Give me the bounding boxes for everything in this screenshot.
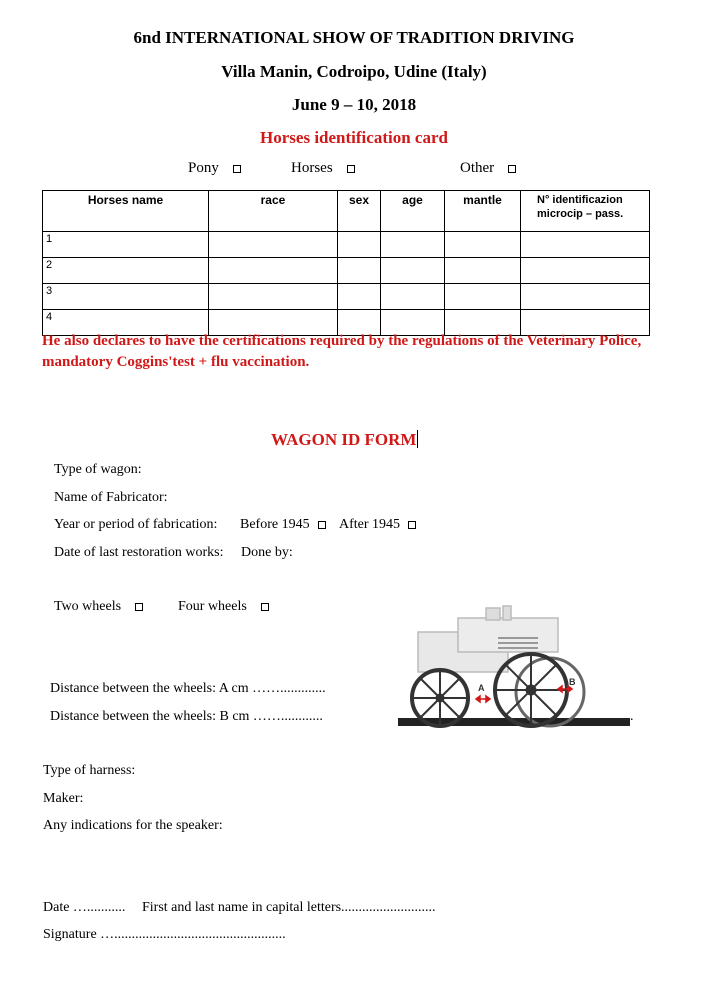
- option-pony-label: Pony: [188, 160, 219, 176]
- table-cell[interactable]: [381, 232, 445, 258]
- fabrication-year-label: Year or period of fabrication:: [54, 517, 218, 532]
- checkbox-icon[interactable]: [347, 165, 355, 173]
- table-row: [43, 284, 650, 310]
- fabricator-label: Name of Fabricator:: [54, 490, 168, 505]
- harness-maker-label: Maker:: [43, 791, 84, 806]
- rear-wheel: [495, 654, 567, 726]
- veterinary-declaration: He also declares to have the certifications required by the regulations of the Veterinary Police, mandatory Coggins'test + flu vaccination.: [42, 333, 642, 370]
- table-cell[interactable]: [445, 258, 521, 284]
- option-pony[interactable]: [188, 160, 241, 177]
- checkbox-icon[interactable]: [233, 165, 241, 173]
- row-number: 2: [43, 258, 209, 284]
- table-cell[interactable]: [338, 284, 381, 310]
- wagon-form-title: [271, 430, 418, 450]
- table-cell[interactable]: [209, 258, 338, 284]
- option-horses-label: Horses: [291, 160, 333, 176]
- wagon-diagram: [398, 602, 638, 732]
- table-cell[interactable]: [338, 258, 381, 284]
- diagram-label-b: B: [569, 677, 576, 687]
- full-name-label: First and last name in capital letters...........................: [142, 900, 436, 915]
- date-label: Date …...........: [43, 900, 126, 915]
- column-header-horses-name: Horses name: [43, 191, 209, 232]
- column-header-race: race: [209, 191, 338, 232]
- table-cell[interactable]: [338, 232, 381, 258]
- table-cell[interactable]: [381, 284, 445, 310]
- option-four-wheels[interactable]: [178, 599, 269, 615]
- table-cell[interactable]: [445, 284, 521, 310]
- diagram-label-a: A: [478, 683, 485, 693]
- option-horses[interactable]: [291, 160, 355, 177]
- table-header-row: [43, 191, 650, 232]
- option-after-1945-label: After 1945: [339, 517, 401, 532]
- column-header-id-line1: N° identificazion: [537, 194, 623, 206]
- row-number: 1: [43, 232, 209, 258]
- checkbox-icon[interactable]: [135, 603, 143, 611]
- diagram-dot: .: [630, 709, 634, 724]
- speaker-indications-label: Any indications for the speaker:: [43, 818, 223, 833]
- done-by-label: Done by:: [241, 545, 293, 560]
- horses-table: [42, 190, 650, 336]
- restoration-date-label: Date of last restoration works:: [54, 545, 224, 560]
- distance-a-label: Distance between the wheels: A cm …….............: [50, 681, 326, 696]
- distance-arrows: [476, 686, 572, 702]
- column-header-age: age: [381, 191, 445, 232]
- table-cell[interactable]: [209, 284, 338, 310]
- column-header-mantle: mantle: [445, 191, 521, 232]
- table-cell[interactable]: [381, 258, 445, 284]
- harness-type-label: Type of harness:: [43, 763, 136, 778]
- front-wheel: [412, 670, 468, 726]
- distance-b-label: Distance between the wheels: B cm ……............: [50, 709, 323, 724]
- column-header-id-line2: microcip – pass.: [537, 208, 624, 220]
- option-other-label: Other: [460, 160, 495, 176]
- checkbox-icon[interactable]: [318, 521, 326, 529]
- text-cursor: [417, 430, 418, 448]
- checkbox-icon[interactable]: [261, 603, 269, 611]
- option-other[interactable]: [460, 160, 516, 177]
- table-cell[interactable]: [521, 258, 650, 284]
- column-header-sex: sex: [338, 191, 381, 232]
- wagon-form-title-text: WAGON ID FORM: [271, 430, 417, 449]
- table-cell[interactable]: [521, 232, 650, 258]
- option-four-wheels-label: Four wheels: [178, 599, 247, 614]
- column-header-id: [521, 191, 650, 232]
- row-number: 4: [43, 310, 209, 336]
- signature-label: Signature ….................................................: [43, 927, 286, 942]
- horse-card-title: Horses identification card: [260, 128, 448, 147]
- wagon-type-label: Type of wagon:: [54, 462, 142, 477]
- option-two-wheels[interactable]: [54, 599, 143, 615]
- table-cell[interactable]: [445, 232, 521, 258]
- option-before-1945-label: Before 1945: [240, 517, 310, 532]
- checkbox-icon[interactable]: [508, 165, 516, 173]
- option-after-1945[interactable]: [339, 517, 416, 533]
- table-cell[interactable]: [209, 232, 338, 258]
- option-two-wheels-label: Two wheels: [54, 599, 122, 614]
- table-row: [43, 232, 650, 258]
- checkbox-icon[interactable]: [408, 521, 416, 529]
- option-before-1945[interactable]: [240, 517, 326, 533]
- event-dates: June 9 – 10, 2018: [291, 95, 417, 114]
- table-row: [43, 258, 650, 284]
- table-cell[interactable]: [521, 284, 650, 310]
- event-venue: Villa Manin, Codroipo, Udine (Italy): [221, 62, 487, 81]
- row-number: 3: [43, 284, 209, 310]
- event-title: 6nd INTERNATIONAL SHOW OF TRADITION DRIVING: [133, 28, 575, 47]
